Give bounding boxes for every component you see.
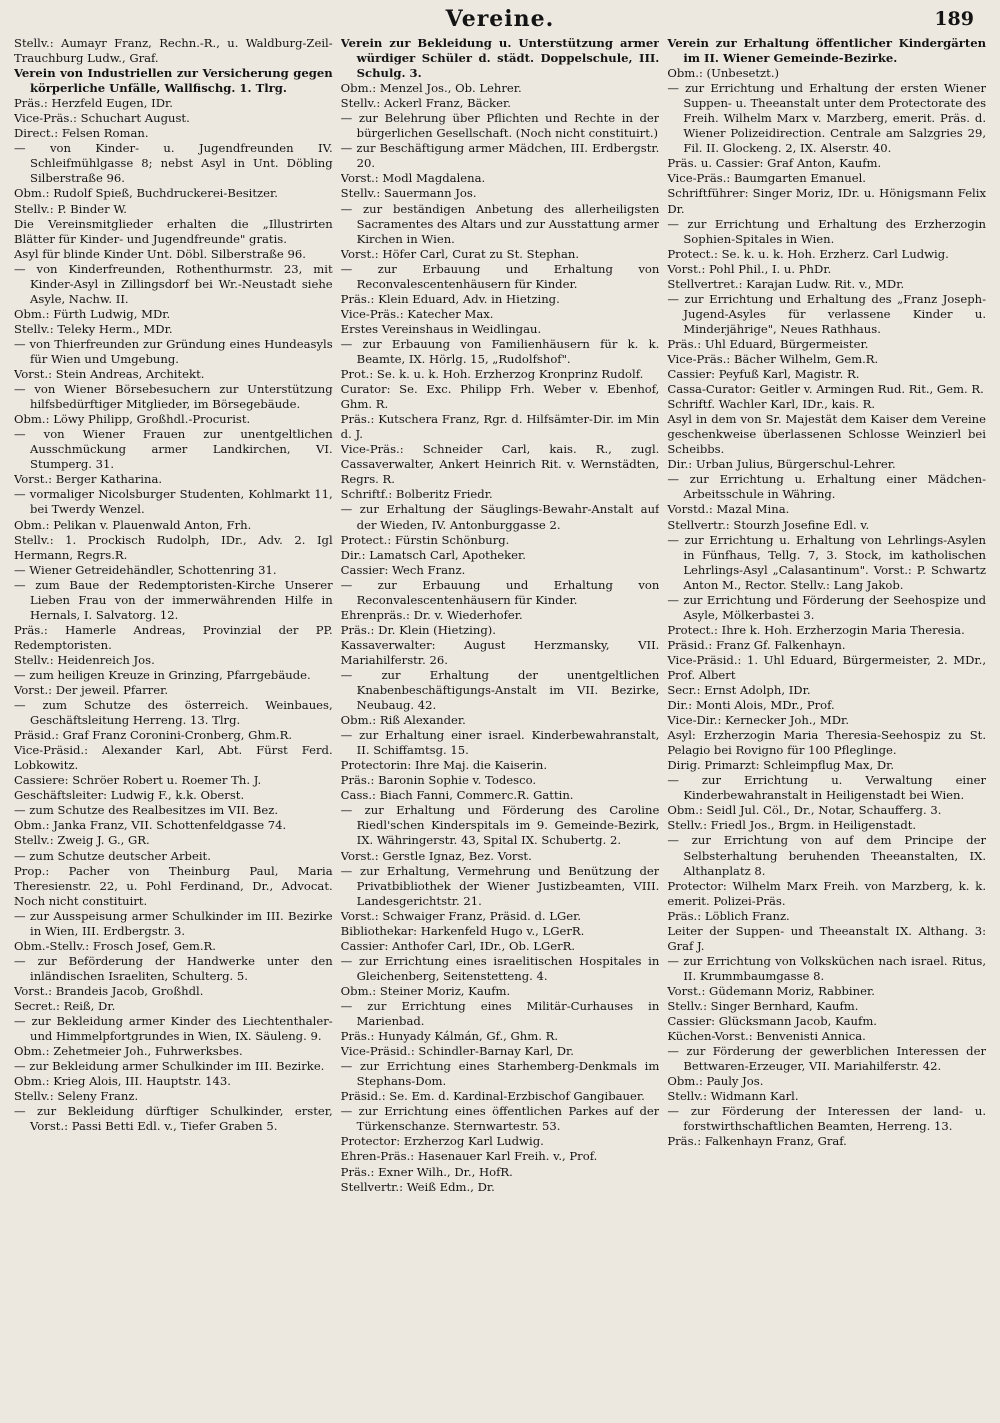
entry-detail: Präs.: Exner Wilh., Dr., HofR. [340,1164,513,1179]
entry-detail: Protect.: Fürstin Schönburg. [340,532,510,547]
entry-detail: Stellv.: P. Binder W. [14,201,127,216]
verein-entry: — zur Erhaltung und Förderung des Caroline Riedl'schen Kinderspitals im 9. Gemeinde-Bezirk, IX. Währingerstr. 43, Spital IX. Schubertg. 2. [340,803,660,848]
entry-detail: Cassier: Wech Franz. [340,562,466,577]
entry-detail: Präsid.: Se. Em. d. Kardinal-Erzbischof Gangibauer. [340,1089,645,1104]
entry-detail: Präs.: Dr. Klein (Hietzing). [340,622,496,637]
entry-detail: Ehrenpräs.: Dr. v. Wiederhofer. [340,607,523,622]
verein-entry: — von Wiener Börsebesuchern zur Unterstützung hilfsbedürftiger Mitglieder, im Börsegebäude. [14,382,333,412]
entry-detail: Präs.: Hamerle Andreas, Provinzial der PP. Redemptoristen. [14,622,333,652]
entry-detail: Präsid.: Graf Franz Coronini-Cronberg, Ghm.R. [14,728,293,743]
entry-detail: Obm.-Stellv.: Frosch Josef, Gem.R. [14,938,216,953]
entry-detail: Obm.: Riß Alexander. [340,713,466,728]
entry-detail: Stellvertr.: Weiß Edm., Dr. [340,1179,495,1194]
entry-detail: Vorst.: Der jeweil. Pfarrer. [14,683,169,698]
verein-entry: — zum Schutze deutscher Arbeit. [14,848,211,863]
entry-detail: Protector: Wilhelm Marx Freih. von Marzberg, k. k. emerit. Polizei-Präs. [667,878,987,908]
entry-detail: Präs.: Hunyady Kálmán, Gf., Ghm. R. [340,1029,559,1044]
column-left [14,36,333,1195]
entry-detail: Stellv.: Aumayr Franz, Rechn.-R., u. Waldburg-Zeil-Trauchburg Ludw., Graf. [14,36,333,66]
entry-detail: Vice-Präsid.: Alexander Karl, Abt. Fürst Ferd. Lobkowitz. [14,743,333,773]
entry-detail: Cassier: Anthofer Carl, IDr., Ob. LGerR. [340,938,576,953]
entry-detail: Curator: Se. Exc. Philipp Frh. Weber v. Ebenhof, Ghm. R. [340,382,660,412]
verein-entry: — zur Erbauung und Erhaltung von Reconvalescentenhäusern für Kinder. [340,261,660,291]
entry-detail: Schriftf.: Bolberitz Friedr. [340,487,493,502]
columns [14,36,986,1195]
entry-detail: Vorstd.: Mazal Mina. [667,502,790,517]
entry-detail: Präs.: Löblich Franz. [667,908,790,923]
entry-detail: Stellv.: Teleky Herm., MDr. [14,321,173,336]
verein-entry: — zur Errichtung eines Militär-Curhauses in Marienbad. [340,999,660,1029]
entry-detail: Schriftführer: Singer Moriz, IDr. u. Hönigsmann Felix Dr. [667,186,987,216]
entry-detail: Vice-Präsid.: Schindler-Barnay Karl, Dr. [340,1044,574,1059]
entry-detail: Vice-Präs.: Schneider Carl, kais. R., zugl. Cassaverwalter, Ankert Heinrich Rit. v. Wernstädten, Regrs. R. [340,442,660,487]
entry-detail: Vorst.: Güdemann Moriz, Rabbiner. [667,983,875,998]
entry-detail: Vorst.: Modl Magdalena. [340,171,486,186]
entry-detail: Cassiere: Schröer Robert u. Roemer Th. J. [14,773,262,788]
verein-entry: — Wiener Getreidehändler, Schottenring 31. [14,562,277,577]
verein-entry: — zur Ausspeisung armer Schulkinder im III. Bezirke in Wien, III. Erdbergstr. 3. [14,908,333,938]
entry-detail: Protector: Erzherzog Karl Ludwig. [340,1134,544,1149]
verein-entry: — zur Belehrung über Pflichten und Rechte in der bürgerlichen Gesellschaft. (Noch nicht constituirt.) [340,111,660,141]
verein-entry: — zur Errichtung u. Verwaltung einer Kinderbewahranstalt in Heiligenstadt bei Wien. [667,773,987,803]
entry-detail: Kassaverwalter: August Herzmansky, VII. Mariahilferstr. 26. [340,637,660,667]
entry-detail: Präs.: Kutschera Franz, Rgr. d. Hilfsämter-Dir. im Min d. J. [340,412,660,442]
entry-detail: Cass.: Biach Fanni, Commerc.R. Gattin. [340,788,574,803]
entry-detail: Obm.: (Unbesetzt.) [667,66,780,81]
entry-detail: Obm.: Menzel Jos., Ob. Lehrer. [340,81,522,96]
entry-detail: Stellv.: Zweig J. G., GR. [14,833,150,848]
entry-detail: Präsid.: Franz Gf. Falkenhayn. [667,637,846,652]
verein-entry: — zur Bekleidung dürftiger Schulkinder, erster, Vorst.: Passi Betti Edl. v., Tiefer Graben 5. [14,1104,333,1134]
entry-detail: Obm.: Pelikan v. Plauenwald Anton, Frh. [14,517,252,532]
verein-entry: — zur Errichtung und Erhaltung des Erzherzogin Sophien-Spitales in Wien. [667,216,987,246]
verein-entry: — zur Beschäftigung armer Mädchen, III. Erdbergstr. 20. [340,141,660,171]
verein-entry: — zur Errichtung eines Starhemberg-Denkmals im Stephans-Dom. [340,1059,660,1089]
verein-heading: Verein zur Bekleidung u. Unterstützung armer würdiger Schüler d. städt. Doppelschule, III. Schulg. 3. [340,36,660,81]
entry-detail: Obm.: Steiner Moriz, Kaufm. [340,983,511,998]
verein-entry: — zum Schutze des Realbesitzes im VII. Bez. [14,803,279,818]
entry-detail: Stellv.: Widmann Karl. [667,1089,799,1104]
entry-detail: Präs.: Klein Eduard, Adv. in Hietzing. [340,291,560,306]
entry-detail: Dir.: Urban Julius, Bürgerschul-Lehrer. [667,457,896,472]
entry-detail: Vice-Dir.: Kernecker Joh., MDr. [667,713,849,728]
entry-detail: Obm.: Seidl Jul. Cöl., Dr., Notar, Schaufferg. 3. [667,803,942,818]
entry-detail: Direct.: Felsen Roman. [14,126,149,141]
entry-detail: Stellv.: Heidenreich Jos. [14,652,155,667]
entry-detail: Vorst.: Pohl Phil., I. u. PhDr. [667,261,832,276]
verein-entry: — zur Erbauung und Erhaltung von Reconvalescentenhäusern für Kinder. [340,577,660,607]
verein-entry: — zur Bekleidung armer Schulkinder im III. Bezirke. [14,1059,325,1074]
verein-entry: — zur Erhaltung einer israel. Kinderbewahranstalt, II. Schiffamtsg. 15. [340,728,660,758]
entry-detail: Die Vereinsmitglieder erhalten die „Illustrirten Blätter für Kinder- und Jugendfreunde" gratis. [14,216,333,246]
entry-detail: Asyl in dem von Sr. Majestät dem Kaiser dem Vereine geschenkweise überlassenen Schlosse Weinzierl bei Scheibbs. [667,412,987,457]
entry-detail: Obm.: Janka Franz, VII. Schottenfeldgasse 74. [14,818,287,833]
verein-entry: — zur Errichtung von Volksküchen nach israel. Ritus, II. Krummbaumgasse 8. [667,953,987,983]
entry-detail: Cassier: Peyfuß Karl, Magistr. R. [667,367,860,382]
verein-entry: — von Thierfreunden zur Gründung eines Hundeasyls für Wien und Umgebung. [14,336,333,366]
entry-detail: Obm.: Pauly Jos. [667,1074,764,1089]
entry-detail: Geschäftsleiter: Ludwig F., k.k. Oberst. [14,788,245,803]
verein-entry: — zur Errichtung eines öffentlichen Parkes auf der Türkenschanze. Sternwartestr. 53. [340,1104,660,1134]
entry-detail: Dirig. Primarzt: Schleimpflug Max, Dr. [667,758,895,773]
entry-detail: Obm.: Zehetmeier Joh., Fuhrwerksbes. [14,1044,243,1059]
entry-detail: Vorst.: Berger Katharina. [14,472,163,487]
verein-entry: — zur Errichtung u. Erhaltung von Lehrlings-Asylen in Fünfhaus, Tellg. 7, 3. Stock, im katholischen Lehrlings-Asyl „Calasantinum". Vorst.: P. Schwartz Anton M., Rector. Stellv.: Lang Jakob. [667,532,987,592]
verein-entry: — zur Beförderung der Handwerke unter den inländischen Israeliten, Schulterg. 5. [14,953,333,983]
page-title: Vereine. [445,6,555,32]
verein-heading: Verein zur Erhaltung öffentlicher Kindergärten im II. Wiener Gemeinde-Bezirke. [667,36,987,66]
verein-entry: — von Wiener Frauen zur unentgeltlichen Ausschmückung armer Landkirchen, VI. Stumperg. 31. [14,427,333,472]
verein-entry: — zur Errichtung eines israelitischen Hospitales in Gleichenberg, Seitenstetteng. 4. [340,953,660,983]
entry-detail: Präs.: Uhl Eduard, Bürgermeister. [667,336,869,351]
entry-detail: Vorst.: Brandeis Jacob, Großhdl. [14,983,204,998]
entry-detail: Stellv.: Seleny Franz. [14,1089,139,1104]
entry-detail: Secr.: Ernst Adolph, IDr. [667,683,811,698]
entry-detail: Stellv.: Singer Bernhard, Kaufm. [667,999,859,1013]
entry-detail: Obm.: Rudolf Spieß, Buchdruckerei-Besitzer. [14,186,278,201]
entry-detail: Vorst.: Höfer Carl, Curat zu St. Stephan. [340,246,580,261]
verein-entry: — zur beständigen Anbetung des allerheiligsten Sacramentes des Altars und zur Ausstattung armer Kirchen in Wien. [340,201,660,246]
entry-detail: Protect.: Se. k. u. k. Hoh. Erzherz. Carl Ludwig. [667,246,949,261]
page-header [14,6,986,36]
entry-detail: Stellvertr.: Stourzh Josefine Edl. v. [667,517,870,532]
verein-entry: — zum Baue der Redemptoristen-Kirche Unserer Lieben Frau von der immerwährenden Hilfe in Hernals, I. Salvatorg. 12. [14,577,333,622]
entry-detail: Stellv.: Ackerl Franz, Bäcker. [340,96,511,111]
verein-entry: — zur Erhaltung, Vermehrung und Benützung der Privatbibliothek der Wiener Justizbeamten, VIII. Landesgerichtstr. 21. [340,863,660,908]
entry-detail: Asyl für blinde Kinder Unt. Döbl. Silberstraße 96. [14,246,306,261]
verein-entry: — zur Erbauung von Familienhäusern für k. k. Beamte, IX. Hörlg. 15, „Rudolfshof". [340,336,660,366]
verein-entry: — zur Förderung der gewerblichen Interessen der Bettwaren-Erzeuger, VII. Mariahilferstr. 42. [667,1044,987,1074]
entry-detail: Protectorin: Ihre Maj. die Kaiserin. [340,758,548,773]
entry-detail: Küchen-Vorst.: Benvenisti Annica. [667,1029,866,1044]
verein-entry: — zur Förderung der Interessen der land- u. forstwirthschaftlichen Beamten, Herreng. 13. [667,1104,987,1134]
entry-detail: Erstes Vereinshaus in Weidlingau. [340,321,542,336]
verein-entry: — zur Errichtung u. Erhaltung einer Mädchen-Arbeitsschule in Währing. [667,472,987,502]
entry-detail: Vice-Präsid.: 1. Uhl Eduard, Bürgermeister, 2. MDr., Prof. Albert [667,652,987,682]
entry-detail: Dir.: Lamatsch Carl, Apotheker. [340,547,526,562]
entry-detail: Protect.: Ihre k. Hoh. Erzherzogin Maria Theresia. [667,622,965,637]
entry-detail: Vorst.: Schwaiger Franz, Präsid. d. LGer. [340,908,582,923]
entry-detail: Schriftf. Wachler Karl, IDr., kais. R. [667,397,876,412]
entry-detail: Vice-Präs.: Bächer Wilhelm, Gem.R. [667,351,879,366]
entry-detail: Vice-Präs.: Katecher Max. [340,306,494,321]
entry-detail: Cassa-Curator: Geitler v. Armingen Rud. Rit., Gem. R. [667,382,984,397]
column-middle [341,36,660,1195]
entry-detail: Asyl: Erzherzogin Maria Theresia-Seehospiz zu St. Pelagio bei Rovigno für 100 Pfleglinge. [667,728,987,758]
verein-entry: — zum heiligen Kreuze in Grinzing, Pfarrgebäude. [14,667,311,682]
verein-entry: — zur Errichtung und Förderung der Seehospize und Asyle, Mölkerbastei 3. [667,592,987,622]
entry-detail: Dir.: Monti Alois, MDr., Prof. [667,698,835,713]
verein-heading: Verein von Industriellen zur Versicherung gegen körperliche Unfälle, Wallfischg. 1. Tlrg. [14,66,333,96]
entry-detail: Vice-Präs.: Schuchart August. [14,111,190,126]
column-right [667,36,986,1195]
entry-detail: Prop.: Pacher von Theinburg Paul, Maria Theresienstr. 22, u. Pohl Ferdinand, Dr., Advocat. Noch nicht constituirt. [14,863,333,908]
entry-detail: Präs.: Herzfeld Eugen, IDr. [14,96,173,111]
entry-detail: Stellv.: Friedl Jos., Brgm. in Heiligenstadt. [667,818,917,833]
verein-entry: — zur Errichtung und Erhaltung des „Franz Joseph-Jugend-Asyles für verlassene Kinder u. Minderjährige", Neues Rathhaus. [667,291,987,336]
verein-entry: — zur Errichtung und Erhaltung der ersten Wiener Suppen- u. Theeanstalt unter dem Protectorate des Freih. Wilhelm Marx v. Marzberg, emerit. Präs. d. Wiener Polizeidirection. Centrale am Salzgries 29, Fil. II. Glockeng. 2, IX. Alserstr. 40. [667,81,987,156]
entry-detail: Ehren-Präs.: Hasenauer Karl Freih. v., Prof. [340,1149,598,1164]
entry-detail: Bibliothekar: Harkenfeld Hugo v., LGerR. [340,923,585,938]
verein-entry: — zur Erhaltung der Säuglings-Bewahr-Anstalt auf der Wieden, IV. Antonburggasse 2. [340,502,660,532]
entry-detail: Obm.: Krieg Alois, III. Hauptstr. 143. [14,1074,231,1089]
verein-entry: — von Kinderfreunden, Rothenthurmstr. 23, mit Kinder-Asyl in Zillingsdorf bei Wr.-Neustadt siehe Asyle, Nachw. II. [14,261,333,306]
verein-entry: — vormaliger Nicolsburger Studenten, Kohlmarkt 11, bei Twerdy Wenzel. [14,487,333,517]
verein-entry: — von Kinder- u. Jugendfreunden IV. Schleifmühlgasse 8; nebst Asyl in Unt. Döbling Silberstraße 96. [14,141,333,186]
entry-detail: Leiter der Suppen- und Theeanstalt IX. Althang. 3: Graf J. [667,923,987,953]
verein-entry: — zur Errichtung von auf dem Principe der Selbsterhaltung beruhenden Theeanstalten, IX. Althanplatz 8. [667,833,987,878]
entry-detail: Stellv.: Sauermann Jos. [340,186,477,201]
entry-detail: Obm.: Fürth Ludwig, MDr. [14,306,171,321]
entry-detail: Vorst.: Stein Andreas, Architekt. [14,367,205,382]
entry-detail: Präs.: Baronin Sophie v. Todesco. [340,773,537,788]
entry-detail: Präs.: Falkenhayn Franz, Graf. [667,1134,847,1149]
page-number: 189 [934,8,974,30]
verein-entry: — zum Schutze des österreich. Weinbaues, Geschäftsleitung Herreng. 13. Tlrg. [14,698,333,728]
entry-detail: Vorst.: Gerstle Ignaz, Bez. Vorst. [340,848,532,863]
entry-detail: Prot.: Se. k. u. k. Hoh. Erzherzog Kronprinz Rudolf. [340,367,644,382]
entry-detail: Präs. u. Cassier: Graf Anton, Kaufm. [667,156,882,171]
entry-detail: Stellv.: 1. Prockisch Rudolph, IDr., Adv. 2. Igl Hermann, Regrs.R. [14,532,333,562]
entry-detail: Stellvertret.: Karajan Ludw. Rit. v., MDr. [667,276,905,291]
entry-detail: Obm.: Löwy Philipp, Großhdl.-Procurist. [14,412,251,427]
entry-detail: Secret.: Reiß, Dr. [14,999,116,1013]
verein-entry: — zur Bekleidung armer Kinder des Liechtenthaler- und Himmelpfortgrundes in Wien, IX. Säuleng. 9. [14,1014,333,1044]
entry-detail: Cassier: Glücksmann Jacob, Kaufm. [667,1014,877,1029]
verein-entry: — zur Erhaltung der unentgeltlichen Knabenbeschäftigungs-Anstalt im VII. Bezirke, Neubaug. 42. [340,667,660,713]
entry-detail: Vice-Präs.: Baumgarten Emanuel. [667,171,866,186]
